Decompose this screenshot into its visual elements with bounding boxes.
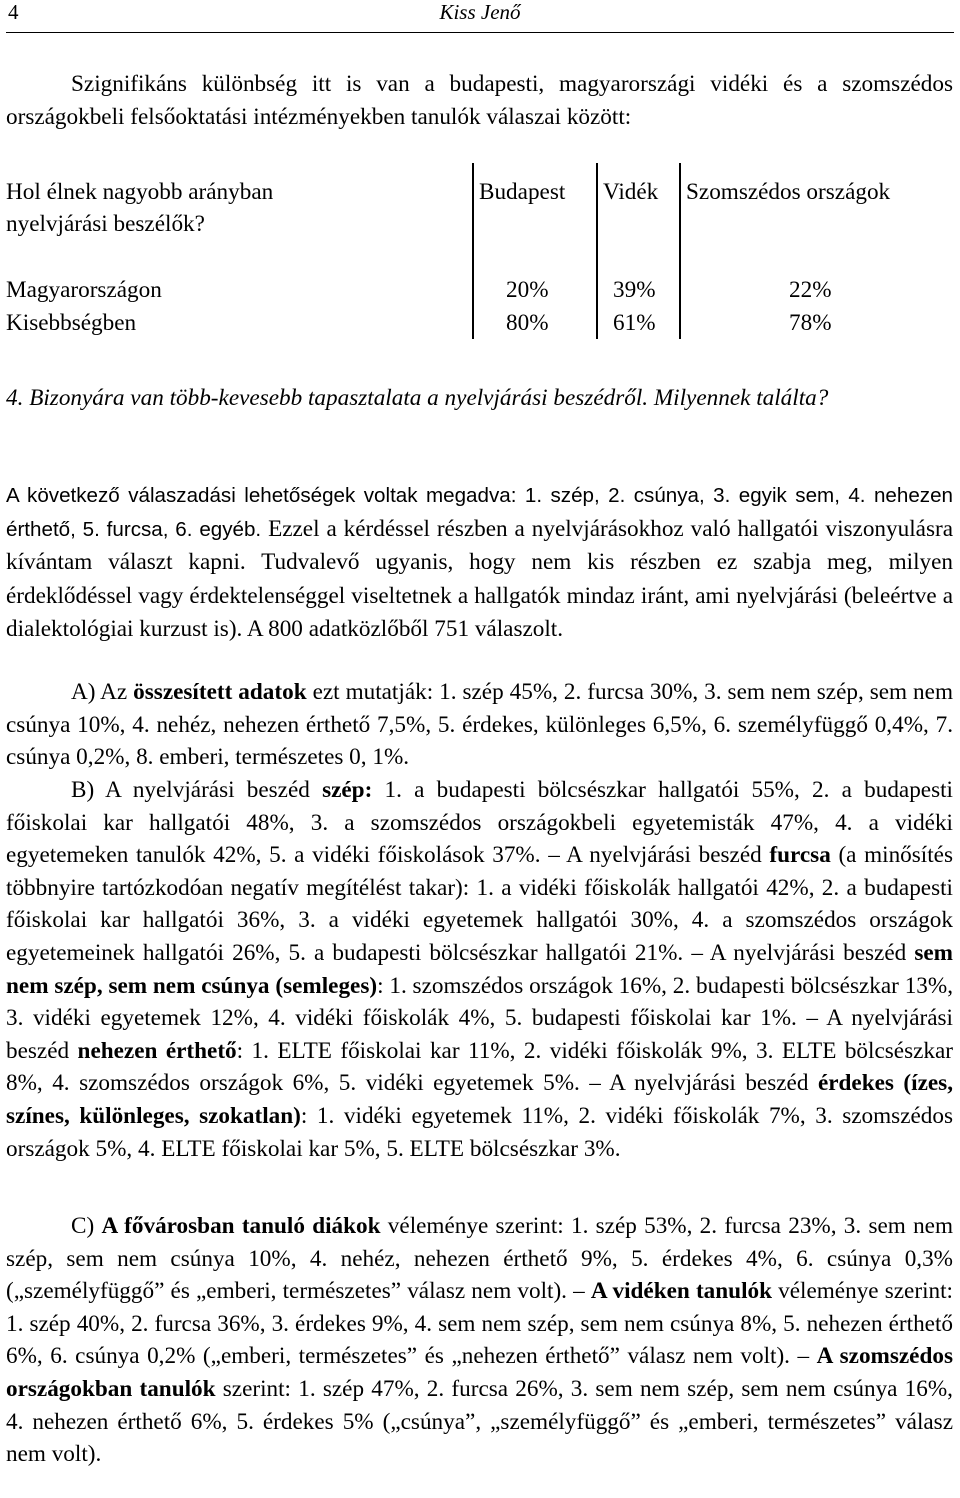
answer-options-paragraph: A következő válaszadási lehetőségek voltak megadva: 1. szép, 2. csúnya, 3. egyik sem, 4. nehezen érthető, 5. furcsa, 6. egyéb. Ezzel a kérdéssel részben a nyelvjárásokhoz való hallgatói viszonyulásra kívántam választ kapni. Tudvalevő ugyanis, hogy nem kis részben ez szabja meg, milyen érdeklődéssel vagy érdektelenséggel viseltetnek a hallgatók mindaz iránt, ami nyelvjárási (beleértve a dialektológiai kurzust is). A 800 adatközlőből 751 válaszolt. [6, 484, 953, 643]
table-cell: 20% [506, 277, 549, 303]
table-cell: 61% [613, 310, 656, 336]
table-cell: 39% [613, 277, 656, 303]
table-divider [679, 163, 681, 339]
paragraph-b: B) A nyelvjárási beszéd szép: 1. a budapesti bölcsészkar hallgatói 55%, 2. a budapesti főiskolai kar hallgatói 48%, 3. a szomszédos országokbeli egyetemisták 47%, 4. a vidéki egyetemeken tanulók 42%, 5. a vidéki főiskolások 37%. – A nyelvjárási beszéd furcsa (a minősítés többnyire tartózkodóan negatív megítélést takar): 1. a vidéki főiskolák hallgatói 42%, 2. a budapesti főiskolai kar hallgatói 36%, 3. a vidéki egyetemek hallgatói 30%, 4. a szomszédos országok egyetemeinek hallgatói 26%, 5. a budapesti bölcsészkar hallgatói 21%. – A nyelvjárási beszéd sem nem szép, sem nem csúnya (semleges): 1. szomszédos országok 16%, 2. budapesti bölcsészkar 13%, 3. vidéki egyetemek 12%, 4. vidéki főiskolák 4%, 5. budapesti főiskolai kar 1%. – A nyelvjárási beszéd nehezen érthető: 1. ELTE főiskolai kar 11%, 2. vidéki főiskolák 9%, 3. ELTE bölcsészkar 8%, 4. szomszédos országok 6%, 5. vidéki egyetemek 5%. – A nyelvjárási beszéd érdekes (ízes, színes, különleges, szokatlan): 1. vidéki egyetemek 11%, 2. vidéki főiskolák 7%, 3. szomszédos országok 5%, 4. ELTE főiskolai kar 5%, 5. ELTE bölcsészkar 3%. [6, 777, 953, 1162]
paragraph-c: C) A fővárosban tanuló diákok véleménye szerint: 1. szép 53%, 2. furcsa 23%, 3. sem nem szép, sem nem csúnya 10%, 4. nehéz, nehezen érthető 9%, 5. érdekes 4%, 6. csúnya 0,3% („személyfüggő” és „emberi, természetes” válasz nem volt). – A vidéken tanulók véleménye szerint: 1. szép 40%, 2. furcsa 36%, 3. érdekes 9%, 4. sem nem szép, sem nem csúnya 8%, 5. nehezen érthető 6%, 6. csúnya 0,2% („emberi, természetes” és „nehezen érthető” válasz nem volt). – A szomszédos országokban tanulók szerint: 1. szép 47%, 2. furcsa 26%, 3. sem nem szép, sem nem csúnya 16%, 4. nehezen érthető 6%, 5. érdekes 5% („csúnya”, „személyfüggő” és „emberi, természetes” válasz nem volt). [6, 1213, 953, 1468]
running-author: Kiss Jenő [439, 0, 521, 24]
table-divider [596, 163, 598, 339]
table-question: Hol élnek nagyobb arányban nyelvjárási beszélők? [6, 179, 274, 237]
column-header-budapest: Budapest [479, 179, 566, 205]
table-cell: 22% [789, 277, 832, 303]
intro-paragraph: Szignifikáns különbség itt is van a budapesti, magyarországi vidéki és a szomszédos országokbeli felsőoktatási intézményekben tanulók válaszai között: [6, 71, 953, 130]
table-cell: 80% [506, 310, 549, 336]
region-table [6, 163, 953, 339]
question-heading: 4. Bizonyára van több-kevesebb tapasztalata a nyelvjárási beszédről. Milyennek találta? [6, 385, 829, 411]
table-cell: 78% [789, 310, 832, 336]
column-header-videk: Vidék [603, 179, 659, 205]
row-label: Kisebbségben [6, 310, 137, 336]
page-number: 4 [8, 0, 19, 24]
row-label: Magyarországon [6, 277, 162, 303]
column-header-szomszedos: Szomszédos országok [686, 179, 891, 205]
paragraph-a: A) Az összesített adatok ezt mutatják: 1. szép 45%, 2. furcsa 30%, 3. sem nem szép, sem nem csúnya 10%, 4. nehéz, nehezen érthető 7,5%, 5. érdekes, különleges 6,5%, 6. személyfüggő 0,4%, 7. csúnya 0,2%, 8. emberi, természetes 0, 1%. [6, 679, 953, 771]
table-divider [472, 163, 474, 339]
running-header [6, 0, 954, 33]
